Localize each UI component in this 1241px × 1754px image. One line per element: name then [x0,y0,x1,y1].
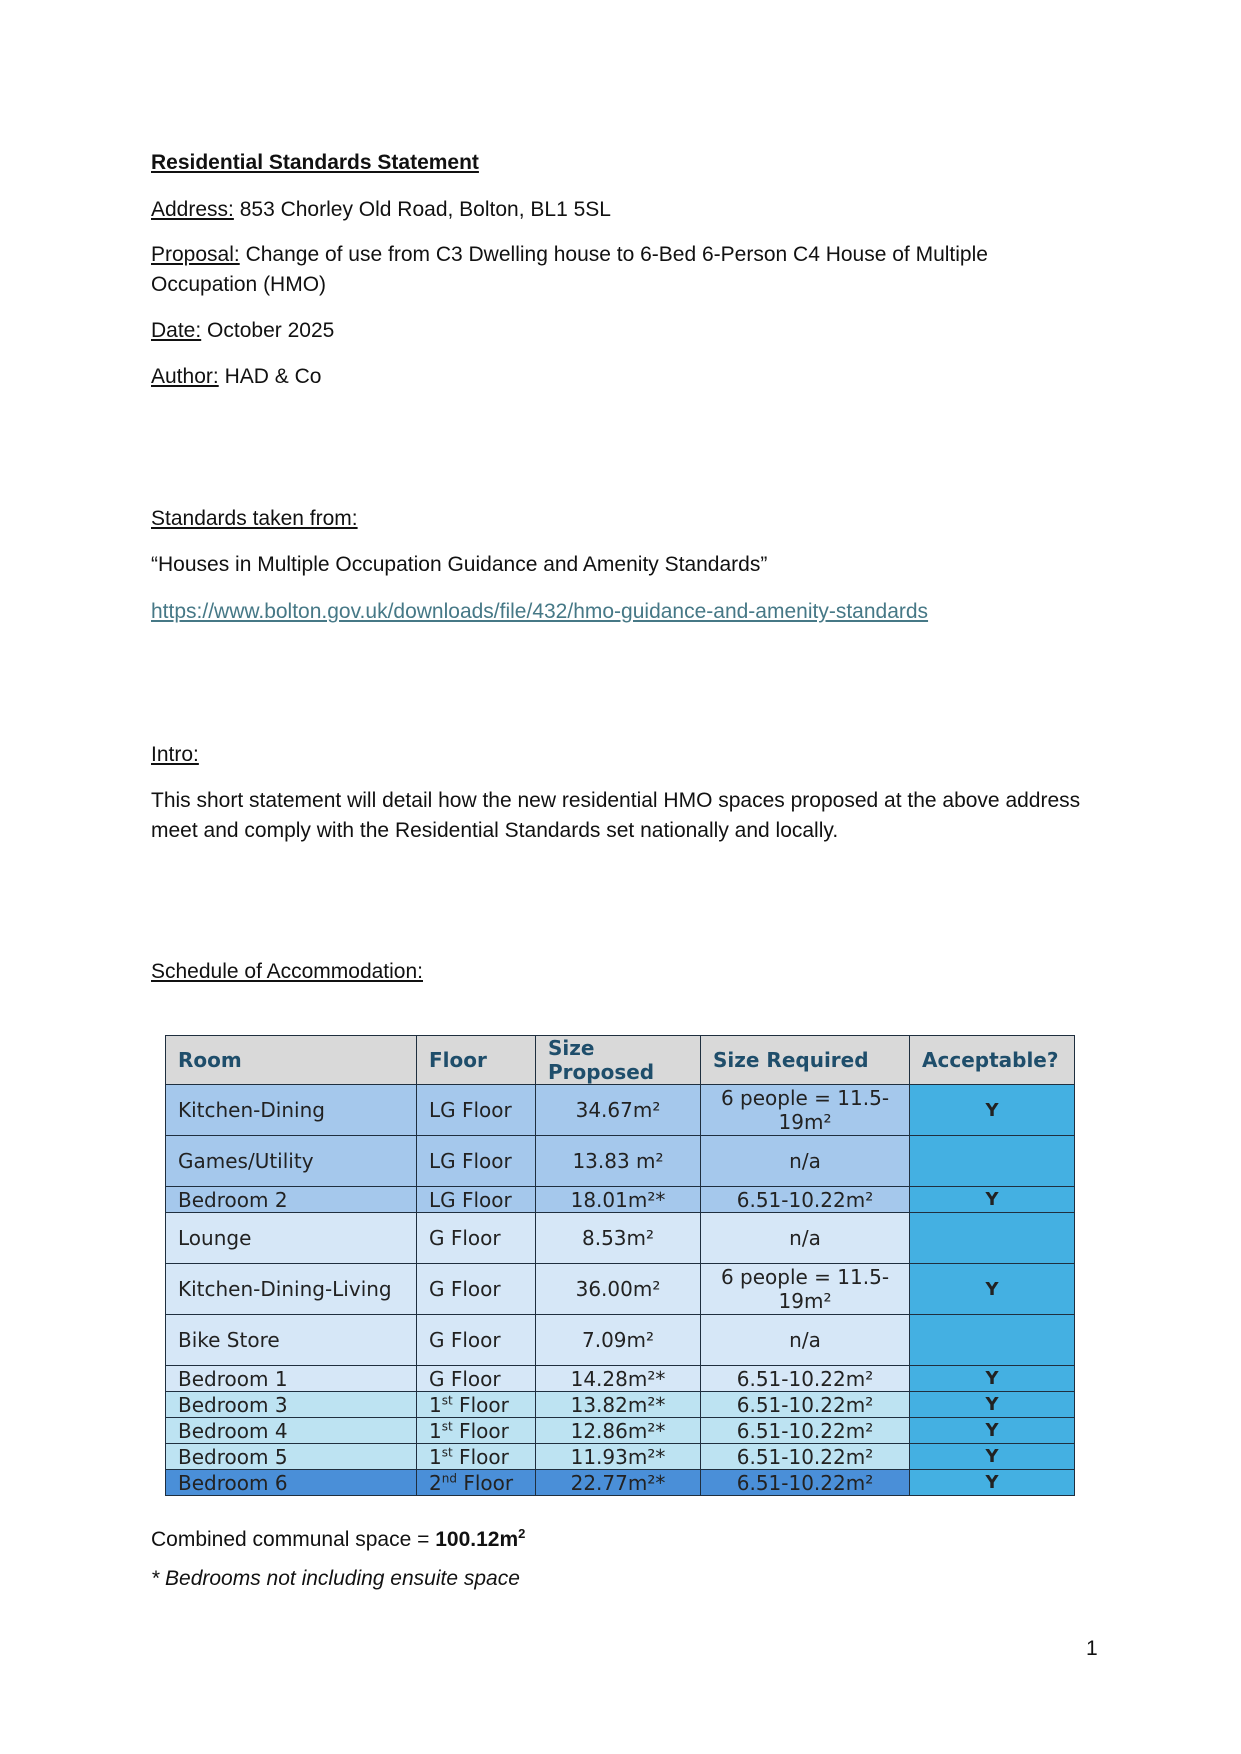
cell-size-proposed: 18.01m²* [536,1187,701,1213]
table-row [166,1085,1075,1136]
cell-floor [417,1418,536,1444]
header-floor: Floor [417,1036,536,1085]
cell-size-required [701,1444,910,1470]
cell-room: Kitchen-Dining [166,1085,417,1136]
cell-floor [417,1136,536,1187]
cell-floor [417,1213,536,1264]
cell-acceptable: Y [910,1085,1075,1136]
author-line [151,362,1081,392]
document-title: Residential Standards Statement [151,151,479,174]
floor-number: G Floor [429,1328,501,1352]
cell-acceptable [910,1136,1075,1187]
floor-number: G Floor [429,1366,501,1391]
address-line [151,195,1081,225]
cell-size-required [701,1315,910,1366]
table-row [166,1444,1075,1470]
floor-label: Floor [452,1392,509,1417]
table-row [166,1213,1075,1264]
author-value: HAD & Co [224,365,322,388]
table-row [166,1366,1075,1392]
table-row [166,1392,1075,1418]
cell-size-proposed: 14.28m²* [536,1366,701,1392]
cell-size-required [701,1392,910,1418]
schedule-heading: Schedule of Accommodation: [151,960,423,983]
date-label: Date: [151,319,202,342]
cell-floor [417,1315,536,1366]
floor-number: 2 [429,1470,442,1495]
accommodation-table [165,1035,1075,1496]
size-required-value: 6.51-10.22m² [736,1418,874,1443]
cell-room: Bike Store [166,1315,417,1366]
cell-floor [417,1392,536,1418]
cell-size-proposed: 13.83 m² [536,1136,701,1187]
cell-size-proposed: 12.86m²* [536,1418,701,1444]
cell-acceptable [910,1315,1075,1366]
floor-number: LG Floor [429,1149,512,1173]
cell-floor [417,1187,536,1213]
floor-number: LG Floor [429,1187,512,1212]
table-header-row [166,1036,1075,1085]
date-value: October 2025 [207,319,335,342]
table-row [166,1264,1075,1315]
cell-size-required [701,1213,910,1264]
floor-number: 1 [429,1444,442,1469]
floor-label: Floor [452,1444,509,1469]
size-required-value: 6.51-10.22m² [736,1444,874,1469]
cell-room: Bedroom 4 [166,1418,417,1444]
cell-size-proposed: 11.93m²* [536,1444,701,1470]
author-label: Author: [151,365,219,388]
address-label: Address: [151,198,234,221]
table-body [166,1085,1075,1496]
floor-number: G Floor [429,1226,501,1250]
cell-room: Bedroom 1 [166,1366,417,1392]
floor-suffix: nd [441,1470,457,1485]
cell-floor [417,1444,536,1470]
floor-number: G Floor [429,1277,501,1301]
floor-suffix: st [441,1418,453,1433]
cell-size-required [701,1470,910,1496]
header-acceptable: Acceptable? [910,1036,1075,1085]
cell-size-proposed: 7.09m² [536,1315,701,1366]
floor-suffix: st [441,1392,453,1407]
cell-room: Bedroom 3 [166,1392,417,1418]
size-required-value: 6.51-10.22m² [736,1366,874,1391]
proposal-value: Change of use from C3 Dwelling house to 6-Bed 6-Person C4 House of Multiple Occupation (HMO) [151,243,988,296]
table-row [166,1418,1075,1444]
floor-number: 1 [429,1392,442,1417]
size-required-value: n/a [789,1149,821,1173]
standards-link[interactable]: https://www.bolton.gov.uk/downloads/file/432/hmo-guidance-and-amenity-standards [151,600,929,623]
header-room: Room [166,1036,417,1085]
size-required-value: 6.51-10.22m² [736,1187,874,1212]
cell-size-proposed: 8.53m² [536,1213,701,1264]
cell-size-proposed: 22.77m²* [536,1470,701,1496]
cell-size-proposed: 13.82m²* [536,1392,701,1418]
cell-size-proposed: 34.67m² [536,1085,701,1136]
floor-suffix: st [441,1444,453,1459]
cell-size-required [701,1085,910,1136]
cell-room: Games/Utility [166,1136,417,1187]
cell-acceptable [910,1213,1075,1264]
combined-sup: 2 [518,1526,526,1541]
standards-heading: Standards taken from: [151,507,358,530]
standards-title: “Houses in Multiple Occupation Guidance and Amenity Standards” [151,553,768,576]
cell-room: Lounge [166,1213,417,1264]
cell-room: Bedroom 6 [166,1470,417,1496]
intro-heading: Intro: [151,743,199,766]
cell-room: Bedroom 5 [166,1444,417,1470]
page-number: 1 [1086,1637,1098,1660]
cell-size-required [701,1264,910,1315]
cell-acceptable: Y [910,1366,1075,1392]
combined-label: Combined communal space = [151,1528,436,1551]
proposal-line [151,240,1081,300]
floor-number: LG Floor [429,1098,512,1122]
cell-room: Bedroom 2 [166,1187,417,1213]
cell-acceptable: Y [910,1392,1075,1418]
floor-label: Floor [456,1470,514,1495]
cell-size-proposed: 36.00m² [536,1264,701,1315]
cell-acceptable: Y [910,1444,1075,1470]
cell-floor [417,1366,536,1392]
cell-floor [417,1085,536,1136]
cell-acceptable: Y [910,1264,1075,1315]
cell-acceptable: Y [910,1418,1075,1444]
header-size-proposed: Size Proposed [536,1036,701,1085]
size-required-value: 6 people = 11.5-19m² [720,1086,890,1134]
footnote: * Bedrooms not including ensuite space [151,1567,520,1590]
size-required-value: 6.51-10.22m² [736,1470,874,1495]
cell-acceptable: Y [910,1187,1075,1213]
cell-floor [417,1470,536,1496]
size-required-value: 6 people = 11.5-19m² [720,1265,890,1313]
header-size-required: Size Required [701,1036,910,1085]
combined-space-line [151,1519,1081,1555]
size-required-value: n/a [789,1226,821,1250]
size-required-value: n/a [789,1328,821,1352]
table-row [166,1470,1075,1496]
standards-link-line [151,597,1081,627]
floor-number: 1 [429,1418,442,1443]
floor-label: Floor [452,1418,509,1443]
table-row [166,1136,1075,1187]
cell-acceptable: Y [910,1470,1075,1496]
cell-room: Kitchen-Dining-Living [166,1264,417,1315]
combined-value: 100.12m [435,1528,519,1551]
cell-size-required [701,1366,910,1392]
address-value: 853 Chorley Old Road, Bolton, BL1 5SL [239,198,611,221]
table-row [166,1315,1075,1366]
date-line [151,316,1081,346]
size-required-value: 6.51-10.22m² [736,1392,874,1417]
proposal-label: Proposal: [151,243,240,266]
table-row [166,1187,1075,1213]
cell-size-required [701,1187,910,1213]
cell-size-required [701,1136,910,1187]
cell-floor [417,1264,536,1315]
cell-size-required [701,1418,910,1444]
intro-text: This short statement will detail how the new residential HMO spaces proposed at the above address meet and comply with the Residential Standards set nationally and locally. [151,789,1081,842]
